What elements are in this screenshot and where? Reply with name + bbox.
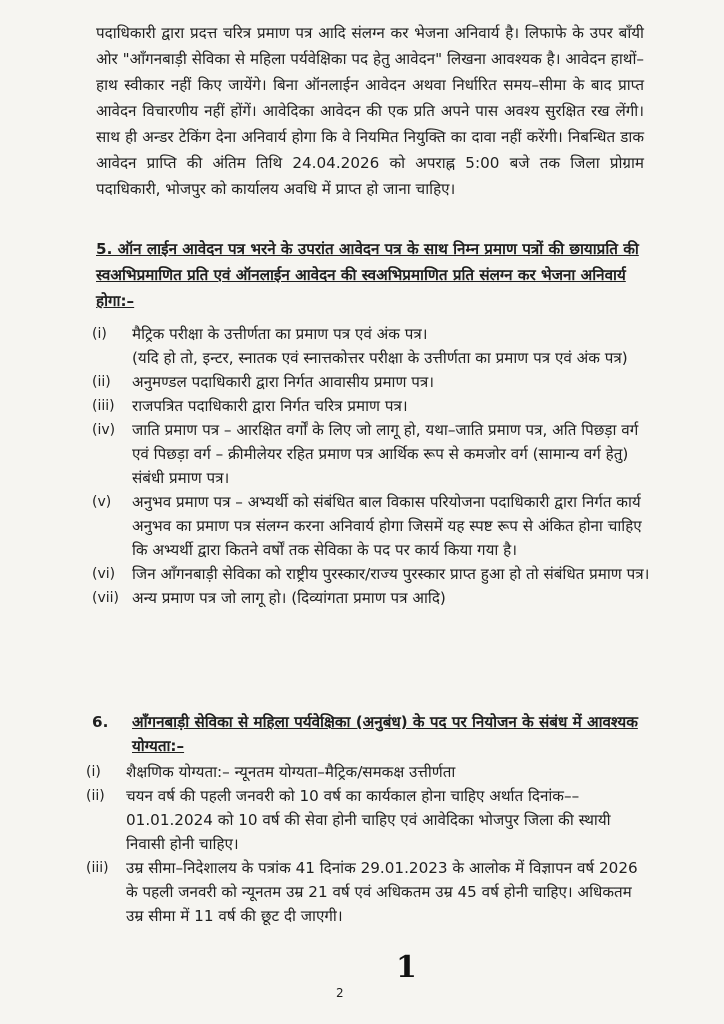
item-number: (iii) xyxy=(86,860,109,876)
list-item xyxy=(86,856,646,928)
page-number: 2 xyxy=(336,986,344,1000)
section-5-list xyxy=(92,322,652,610)
list-item xyxy=(92,394,652,418)
item-number: (i) xyxy=(92,326,107,342)
item-number: (ii) xyxy=(86,788,105,804)
item-text: उम्र सीमा–निदेशालय के पत्रांक 41 दिनांक 29.01.2023 के आलोक में विज्ञापन वर्ष 2026 के पहली जनवरी को न्यूनतम उम्र 21 वर्ष एवं अधिकतम उम्र 45 वर्ष होनी चाहिए। अधिकतम उम्र सीमा में 11 वर्ष की छूट दी जाएगी। xyxy=(126,859,638,925)
list-item xyxy=(92,418,652,490)
item-text: मैट्रिक परीक्षा के उत्तीर्णता का प्रमाण पत्र एवं अंक पत्र। xyxy=(132,325,428,343)
item-number: (ii) xyxy=(92,374,111,390)
item-text: चयन वर्ष की पहली जनवरी को 10 वर्ष का कार्यकाल होना चाहिए अर्थात दिनांक––01.01.2024 को 10 वर्ष की सेवा होनी चाहिए एवं आवेदिका भोजपुर जिला की स्थायी निवासी होनी चाहिए। xyxy=(126,787,611,853)
list-item xyxy=(92,586,652,610)
item-number: (vii) xyxy=(92,590,119,606)
item-number: (v) xyxy=(92,494,112,510)
intro-paragraph: पदाधिकारी द्वारा प्रदत्त चरित्र प्रमाण पत्र आदि संलग्न कर भेजना अनिवार्य है। लिफाफे के उपर बॉंयी ओर "ऑंगनबाड़ी सेविका से महिला पर्यवेक्षिका पद हेतु आवेदन" लिखना आवश्यक है। आवेदन हाथों–हाथ स्वीकार नहीं किए जायेंगे। बिना ऑनलाईन आवेदन अथवा निर्धारित समय–सीमा के बाद प्राप्त आवेदन विचारणीय नहीं होंगें। आवेदिका आवेदन की एक प्रति अपने पास अवश्य सुरक्षित रख लेंगी। साथ ही अन्डर टेकिंग देना अनिवार्य होगा कि वे नियमित नियुक्ति का दावा नहीं करेंगी। निबन्धित डाक आवेदन प्राप्ति की अंतिम तिथि 24.04.2026 को अपराह्न 5:00 बजे तक जिला प्रोग्राम पदाधिकारी, भोजपुर को कार्यालय अवधि में प्राप्त हो जाना चाहिए। xyxy=(96,24,644,198)
section-5-heading: 5. ऑन लाईन आवेदन पत्र भरने के उपरांत आवेदन पत्र के साथ निम्न प्रमाण पत्रों की छायाप्रति की स्वअभिप्रमाणित प्रति एवं ऑनलाईन आवेदन की स्वअभिप्रमाणित प्रति संलग्न कर भेजना अनिवार्य होगा:– xyxy=(96,240,639,310)
list-item xyxy=(86,784,646,856)
item-text: जिन ऑंगनबाड़ी सेविका को राष्ट्रीय पुरस्कार/राज्य पुरस्कार प्राप्त हुआ हो तो संबंधित प्रमाण पत्र। xyxy=(132,565,650,583)
item-number: (i) xyxy=(86,764,101,780)
list-item xyxy=(86,760,646,784)
list-item xyxy=(92,562,652,586)
list-item xyxy=(92,322,652,370)
item-number: (iii) xyxy=(92,398,115,414)
item-number: (iv) xyxy=(92,422,116,438)
item-text: अनुभव प्रमाण पत्र – अभ्यर्थी को संबंधित बाल विकास परियोजना पदाधिकारी द्वारा निर्गत कार्य अनुभव का प्रमाण पत्र संलग्न करना अनिवार्य होगा जिसमें यह स्पष्ट रूप से अंकित होना चाहिए कि अभ्यर्थी द्वारा कितने वर्षों तक सेविका के पद पर कार्य किया गया है। xyxy=(132,493,642,559)
item-text: अनुमण्डल पदाधिकारी द्वारा निर्गत आवासीय प्रमाण पत्र। xyxy=(132,373,435,391)
item-number: (vi) xyxy=(92,566,116,582)
list-item xyxy=(92,490,652,562)
item-subtext: (यदि हो तो, इन्टर, स्नातक एवं स्नात्तकोत्तर परीक्षा के उत्तीर्णता का प्रमाण पत्र एवं अंक पत्र) xyxy=(132,349,628,367)
item-text: जाति प्रमाण पत्र – आरक्षित वर्गों के लिए जो लागू हो, यथा–जाति प्रमाण पत्र, अति पिछड़ा वर्ग एवं पिछड़ा वर्ग – क्रीमीलेयर रहित प्रमाण पत्र आर्थिक रूप से कमजोर वर्ग (सामान्य वर्ग हेतु) संबंधी प्रमाण पत्र। xyxy=(132,421,639,487)
item-text: राजपत्रित पदाधिकारी द्वारा निर्गत चरित्र प्रमाण पत्र। xyxy=(132,397,408,415)
handwritten-mark: 1 xyxy=(396,950,417,985)
item-text: अन्य प्रमाण पत्र जो लागू हो। (दिव्यांगता प्रमाण पत्र आदि) xyxy=(132,589,446,607)
section-6-number: 6. xyxy=(92,713,109,731)
section-6-list xyxy=(86,760,646,928)
section-6-heading: ऑंगनबाड़ी सेविका से महिला पर्यवेक्षिका (अनुबंध) के पद पर नियोजन के संबंध में आवश्यक योग्यता:– xyxy=(132,713,638,755)
list-item xyxy=(92,370,652,394)
item-text: शैक्षणिक योग्यता:– न्यूनतम योग्यता–मैट्रिक/समकक्ष उत्तीर्णता xyxy=(126,763,456,781)
